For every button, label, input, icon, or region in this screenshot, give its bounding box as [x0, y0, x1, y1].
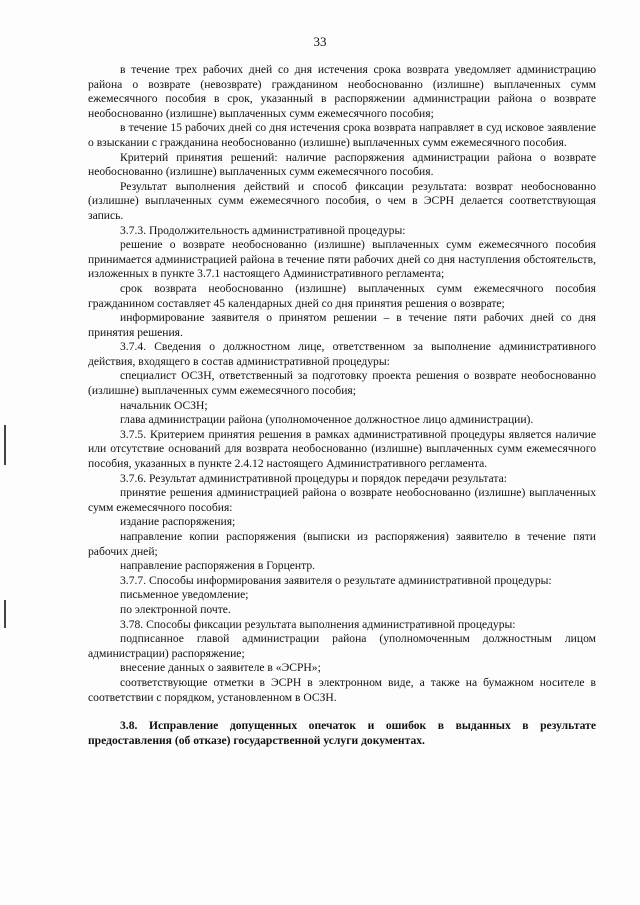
- paragraph: Критерий принятия решений: наличие распоряжения администрации района о возврате необоснованно (излишне) выплаченных сумм ежемесячного пособия.: [88, 150, 596, 179]
- page-number: 33: [313, 34, 327, 49]
- paragraph: направление копии распоряжения (выписки из распоряжения) заявителю в течение пяти рабочих дней;: [88, 530, 596, 558]
- paragraph: Результат выполнения действий и способ фиксации результата: возврат необоснованно (излишне) выплаченных сумм ежемесячного пособия, о чем в ЭСРН делается соответствующая запись.: [88, 179, 596, 222]
- paragraph: принятие решения администрацией района о возврате необоснованно (излишне) выплаченных сумм ежемесячного пособия:: [88, 486, 596, 514]
- paragraph: по электронной почте.: [120, 602, 231, 616]
- paragraph: 3.7.4. Сведения о должностном лице, ответственном за выполнение административного действия, входящего в состав административной процедуры:: [88, 340, 596, 368]
- paragraph: специалист ОСЗН, ответственный за подготовку проекта решения о возврате необоснованно (излишне) выплаченных сумм ежемесячного пособия;: [88, 369, 596, 398]
- paragraph: срок возврата необоснованно (излишне) выплаченных сумм ежемесячного пособия гражданином составляет 45 календарных дней со дня принятия решения о возврате;: [88, 281, 596, 310]
- paragraph: начальник ОСЗН;: [120, 398, 208, 412]
- paragraph: направление распоряжения в Горцентр.: [120, 559, 316, 573]
- paragraph: решение о возврате необоснованно (излишне) выплаченных сумм ежемесячного пособия принимается администрацией района в течение пяти рабочих дней со дня наступления обстоятельств, изложенных в пункте 3.7.1 настоящего Административного регламента;: [88, 238, 596, 281]
- paragraph: 3.7.6. Результат административной процедуры и порядок передачи результата:: [120, 471, 507, 485]
- paragraph: письменное уведомление;: [120, 588, 249, 602]
- paragraph: 3.7.3. Продолжительность административной процедуры:: [120, 223, 406, 237]
- paragraph: соответствующие отметки в ЭСРН в электронном виде, а также на бумажном носителе в соответствии с порядком, установленном в ОСЗН.: [88, 675, 596, 704]
- scan-edge-mark: [4, 600, 6, 628]
- scan-edge-mark: [4, 425, 6, 465]
- paragraph: издание распоряжения;: [120, 515, 236, 529]
- paragraph: внесение данных о заявителе в «ЭСРН»;: [120, 661, 321, 675]
- section-heading: 3.8. Исправление допущенных опечаток и ошибок в выданных в результате предоставления (об отказе) государственной услуги документах.: [88, 719, 596, 747]
- document-body: [88, 63, 596, 748]
- paragraph: в течение трех рабочих дней со дня истечения срока возврата уведомляет администрацию района о возврате (невозврате) гражданином необоснованно (излишне) выплаченных сумм ежемесячного пособия в срок, указанный в распоряжении администрации района о возврате необоснованно (излишне) выплаченных сумм ежемесячного пособия;: [88, 63, 596, 120]
- paragraph: глава администрации района (уполномоченное должностное лицо администрации).: [120, 413, 534, 427]
- paragraph: в течение 15 рабочих дней со дня истечения срока возврата направляет в суд исковое заявление о взыскании с гражданина необоснованно (излишне) выплаченных сумм ежемесячного пособия.: [88, 121, 596, 149]
- paragraph: 3.78. Способы фиксации результата выполнения административной процедуры:: [120, 617, 516, 631]
- paragraph: 3.7.7. Способы информирования заявителя о результате административной процедуры:: [120, 573, 552, 587]
- paragraph: информирование заявителя о принятом решении – в течение пяти рабочих дней со дня принятия решения.: [88, 311, 596, 339]
- paragraph: подписанное главой администрации района (уполномоченным должностным лицом администрации) распоряжение;: [88, 632, 596, 660]
- paragraph: 3.7.5. Критерием принятия решения в рамках административной процедуры является наличие или отсутствие оснований для возврата необоснованно (излишне) выплаченных сумм ежемесячного пособия, указанных в пункте 2.4.12 настоящего Административного регламента.: [88, 427, 596, 471]
